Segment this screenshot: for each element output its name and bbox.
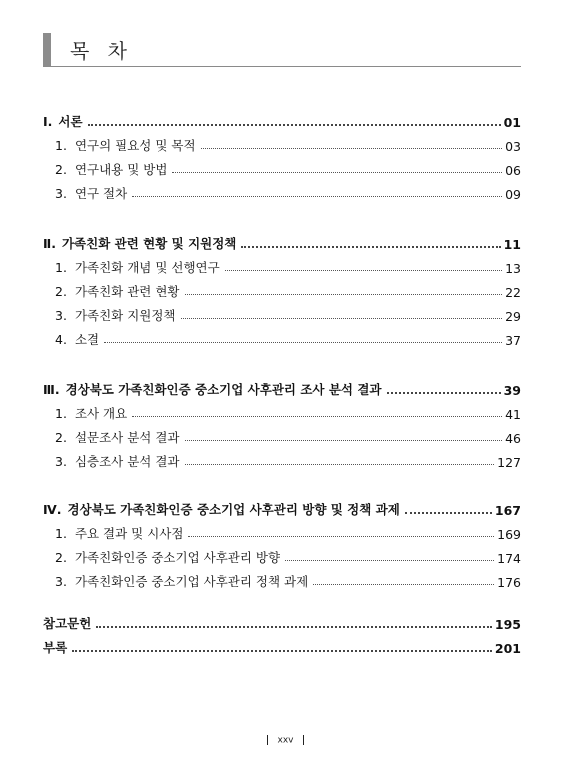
- toc-entry-title: [43, 234, 236, 252]
- toc-page-number: 169: [497, 527, 521, 542]
- toc-entry-label: 서론: [58, 114, 83, 129]
- toc-entry-title: [55, 452, 180, 470]
- toc-page-number: 127: [497, 455, 521, 470]
- toc-chapter-entry[interactable]: [43, 234, 521, 252]
- toc-entry-label: 연구 절차: [74, 186, 128, 201]
- toc-chapter-entry[interactable]: [43, 380, 521, 398]
- title-accent-bar: [43, 33, 51, 66]
- toc-entry-label: 설문조사 분석 결과: [74, 430, 180, 445]
- toc-entry-label: 부록: [43, 640, 68, 655]
- toc-entry-title: [43, 380, 382, 398]
- toc-entry-title: [55, 404, 127, 422]
- toc-entry-number: Ⅰ.: [43, 114, 53, 129]
- toc-entry-label: 경상북도 가족친화인증 중소기업 사후관리 조사 분석 결과: [65, 382, 382, 397]
- toc-entry-label: 경상북도 가족친화인증 중소기업 사후관리 방향 및 정책 과제: [67, 502, 400, 517]
- toc-section-entry[interactable]: [43, 452, 521, 470]
- toc-entry-number: Ⅱ.: [43, 236, 56, 251]
- toc-page-number: 167: [494, 503, 521, 518]
- toc-entry-number: 2.: [55, 162, 67, 177]
- toc-page-number: 13: [505, 261, 521, 276]
- toc-entry-title: [43, 614, 91, 632]
- toc-entry-title: [43, 638, 67, 656]
- dot-leader: [88, 124, 501, 126]
- toc-entry-number: 2.: [55, 430, 67, 445]
- toc-page-number: 11: [503, 237, 521, 252]
- toc-title-bar: [43, 33, 521, 67]
- toc-section-entry[interactable]: [43, 136, 521, 154]
- toc-page-number: 09: [505, 187, 521, 202]
- toc-entry-title: [55, 524, 183, 542]
- dot-leader: [405, 512, 492, 514]
- toc-entry-number: 3.: [55, 454, 67, 469]
- page-footer: [0, 735, 571, 746]
- toc-section-entry[interactable]: [43, 572, 521, 590]
- toc-page-number: 06: [505, 163, 521, 178]
- page-title: 목 차: [70, 39, 133, 63]
- toc-section-entry[interactable]: [43, 330, 521, 348]
- toc-entry-number: Ⅲ.: [43, 382, 60, 397]
- toc-entry-number: 1.: [55, 526, 67, 541]
- toc-page-number: 201: [494, 641, 521, 656]
- dot-leader: [185, 294, 503, 295]
- toc-entry-title: [55, 572, 308, 590]
- dot-leader: [201, 148, 503, 149]
- toc-page-number: 46: [505, 431, 521, 446]
- toc-entry-title: [55, 306, 176, 324]
- toc-section-entry[interactable]: [43, 524, 521, 542]
- dot-leader: [104, 342, 502, 343]
- toc-entry-number: 4.: [55, 332, 67, 347]
- toc-entry-number: 3.: [55, 308, 67, 323]
- toc-entry-label: 가족친화 관련 현황: [74, 284, 180, 299]
- dot-leader: [387, 392, 501, 394]
- footer-divider-right: [303, 735, 304, 745]
- dot-leader: [241, 246, 500, 248]
- toc-entry-label: 가족친화 관련 현황 및 지원정책: [61, 236, 237, 251]
- toc-entry-number: 3.: [55, 574, 67, 589]
- dot-leader: [185, 464, 495, 465]
- toc-page-number: 195: [494, 617, 521, 632]
- toc-entry-label: 가족친화인증 중소기업 사후관리 방향: [74, 550, 281, 565]
- toc-section-entry[interactable]: [43, 306, 521, 324]
- toc-entry-title: [43, 112, 83, 130]
- toc-entry-number: 2.: [55, 550, 67, 565]
- toc-entry-label: 연구내용 및 방법: [74, 162, 168, 177]
- dot-leader: [285, 560, 494, 561]
- toc-page-number: 22: [505, 285, 521, 300]
- toc-entry-title: [55, 136, 196, 154]
- toc-page-number: 176: [497, 575, 521, 590]
- toc-entry-number: Ⅳ.: [43, 502, 62, 517]
- toc-entry-title: [55, 548, 280, 566]
- dot-leader: [96, 626, 492, 628]
- toc-page-number: 41: [505, 407, 521, 422]
- toc-entry-title: [55, 330, 99, 348]
- toc-page-number: 37: [505, 333, 521, 348]
- toc-page-number: 174: [497, 551, 521, 566]
- toc-entry-label: 주요 결과 및 시사점: [74, 526, 184, 541]
- toc-page-number: 29: [505, 309, 521, 324]
- toc-entry-label: 심층조사 분석 결과: [74, 454, 180, 469]
- toc-page-number: 01: [503, 115, 521, 130]
- toc-section-entry[interactable]: [43, 404, 521, 422]
- dot-leader: [313, 584, 494, 585]
- toc-entry-number: 1.: [55, 138, 67, 153]
- toc-entry-label: 가족친화 지원정책: [74, 308, 176, 323]
- toc-entry-label: 가족친화 개념 및 선행연구: [74, 260, 220, 275]
- toc-page-number: 39: [503, 383, 521, 398]
- toc-entry-title: [55, 160, 167, 178]
- toc-entry-title: [55, 428, 180, 446]
- dot-leader: [185, 440, 503, 441]
- toc-entry-title: [43, 500, 400, 518]
- dot-leader: [72, 650, 492, 652]
- footer-divider-left: [267, 735, 268, 745]
- toc-entry-number: 3.: [55, 186, 67, 201]
- toc-section-entry[interactable]: [43, 428, 521, 446]
- page-number: xxv: [277, 735, 294, 746]
- toc-entry-title: [55, 258, 220, 276]
- toc-entry-title: [55, 184, 127, 202]
- toc-entry-title: [55, 282, 180, 300]
- toc-section-entry[interactable]: [43, 160, 521, 178]
- toc-chapter-entry[interactable]: [43, 638, 521, 656]
- toc-entry-number: 1.: [55, 406, 67, 421]
- toc-chapter-entry[interactable]: [43, 500, 521, 518]
- dot-leader: [132, 416, 502, 417]
- toc-section-entry[interactable]: [43, 184, 521, 202]
- toc-page-number: 03: [505, 139, 521, 154]
- toc-section-entry[interactable]: [43, 548, 521, 566]
- toc-chapter-entry[interactable]: [43, 614, 521, 632]
- toc-entry-label: 참고문헌: [43, 616, 92, 631]
- dot-leader: [132, 196, 502, 197]
- dot-leader: [225, 270, 502, 271]
- dot-leader: [188, 536, 494, 537]
- toc-chapter-entry[interactable]: [43, 112, 521, 130]
- dot-leader: [181, 318, 503, 319]
- toc-entry-number: 2.: [55, 284, 67, 299]
- toc-entry-label: 조사 개요: [74, 406, 128, 421]
- toc-entry-label: 소결: [74, 332, 100, 347]
- toc-entry-label: 가족친화인증 중소기업 사후관리 정책 과제: [74, 574, 309, 589]
- toc-entry-number: 1.: [55, 260, 67, 275]
- toc-section-entry[interactable]: [43, 258, 521, 276]
- toc-entry-label: 연구의 필요성 및 목적: [74, 138, 196, 153]
- dot-leader: [172, 172, 502, 173]
- toc-section-entry[interactable]: [43, 282, 521, 300]
